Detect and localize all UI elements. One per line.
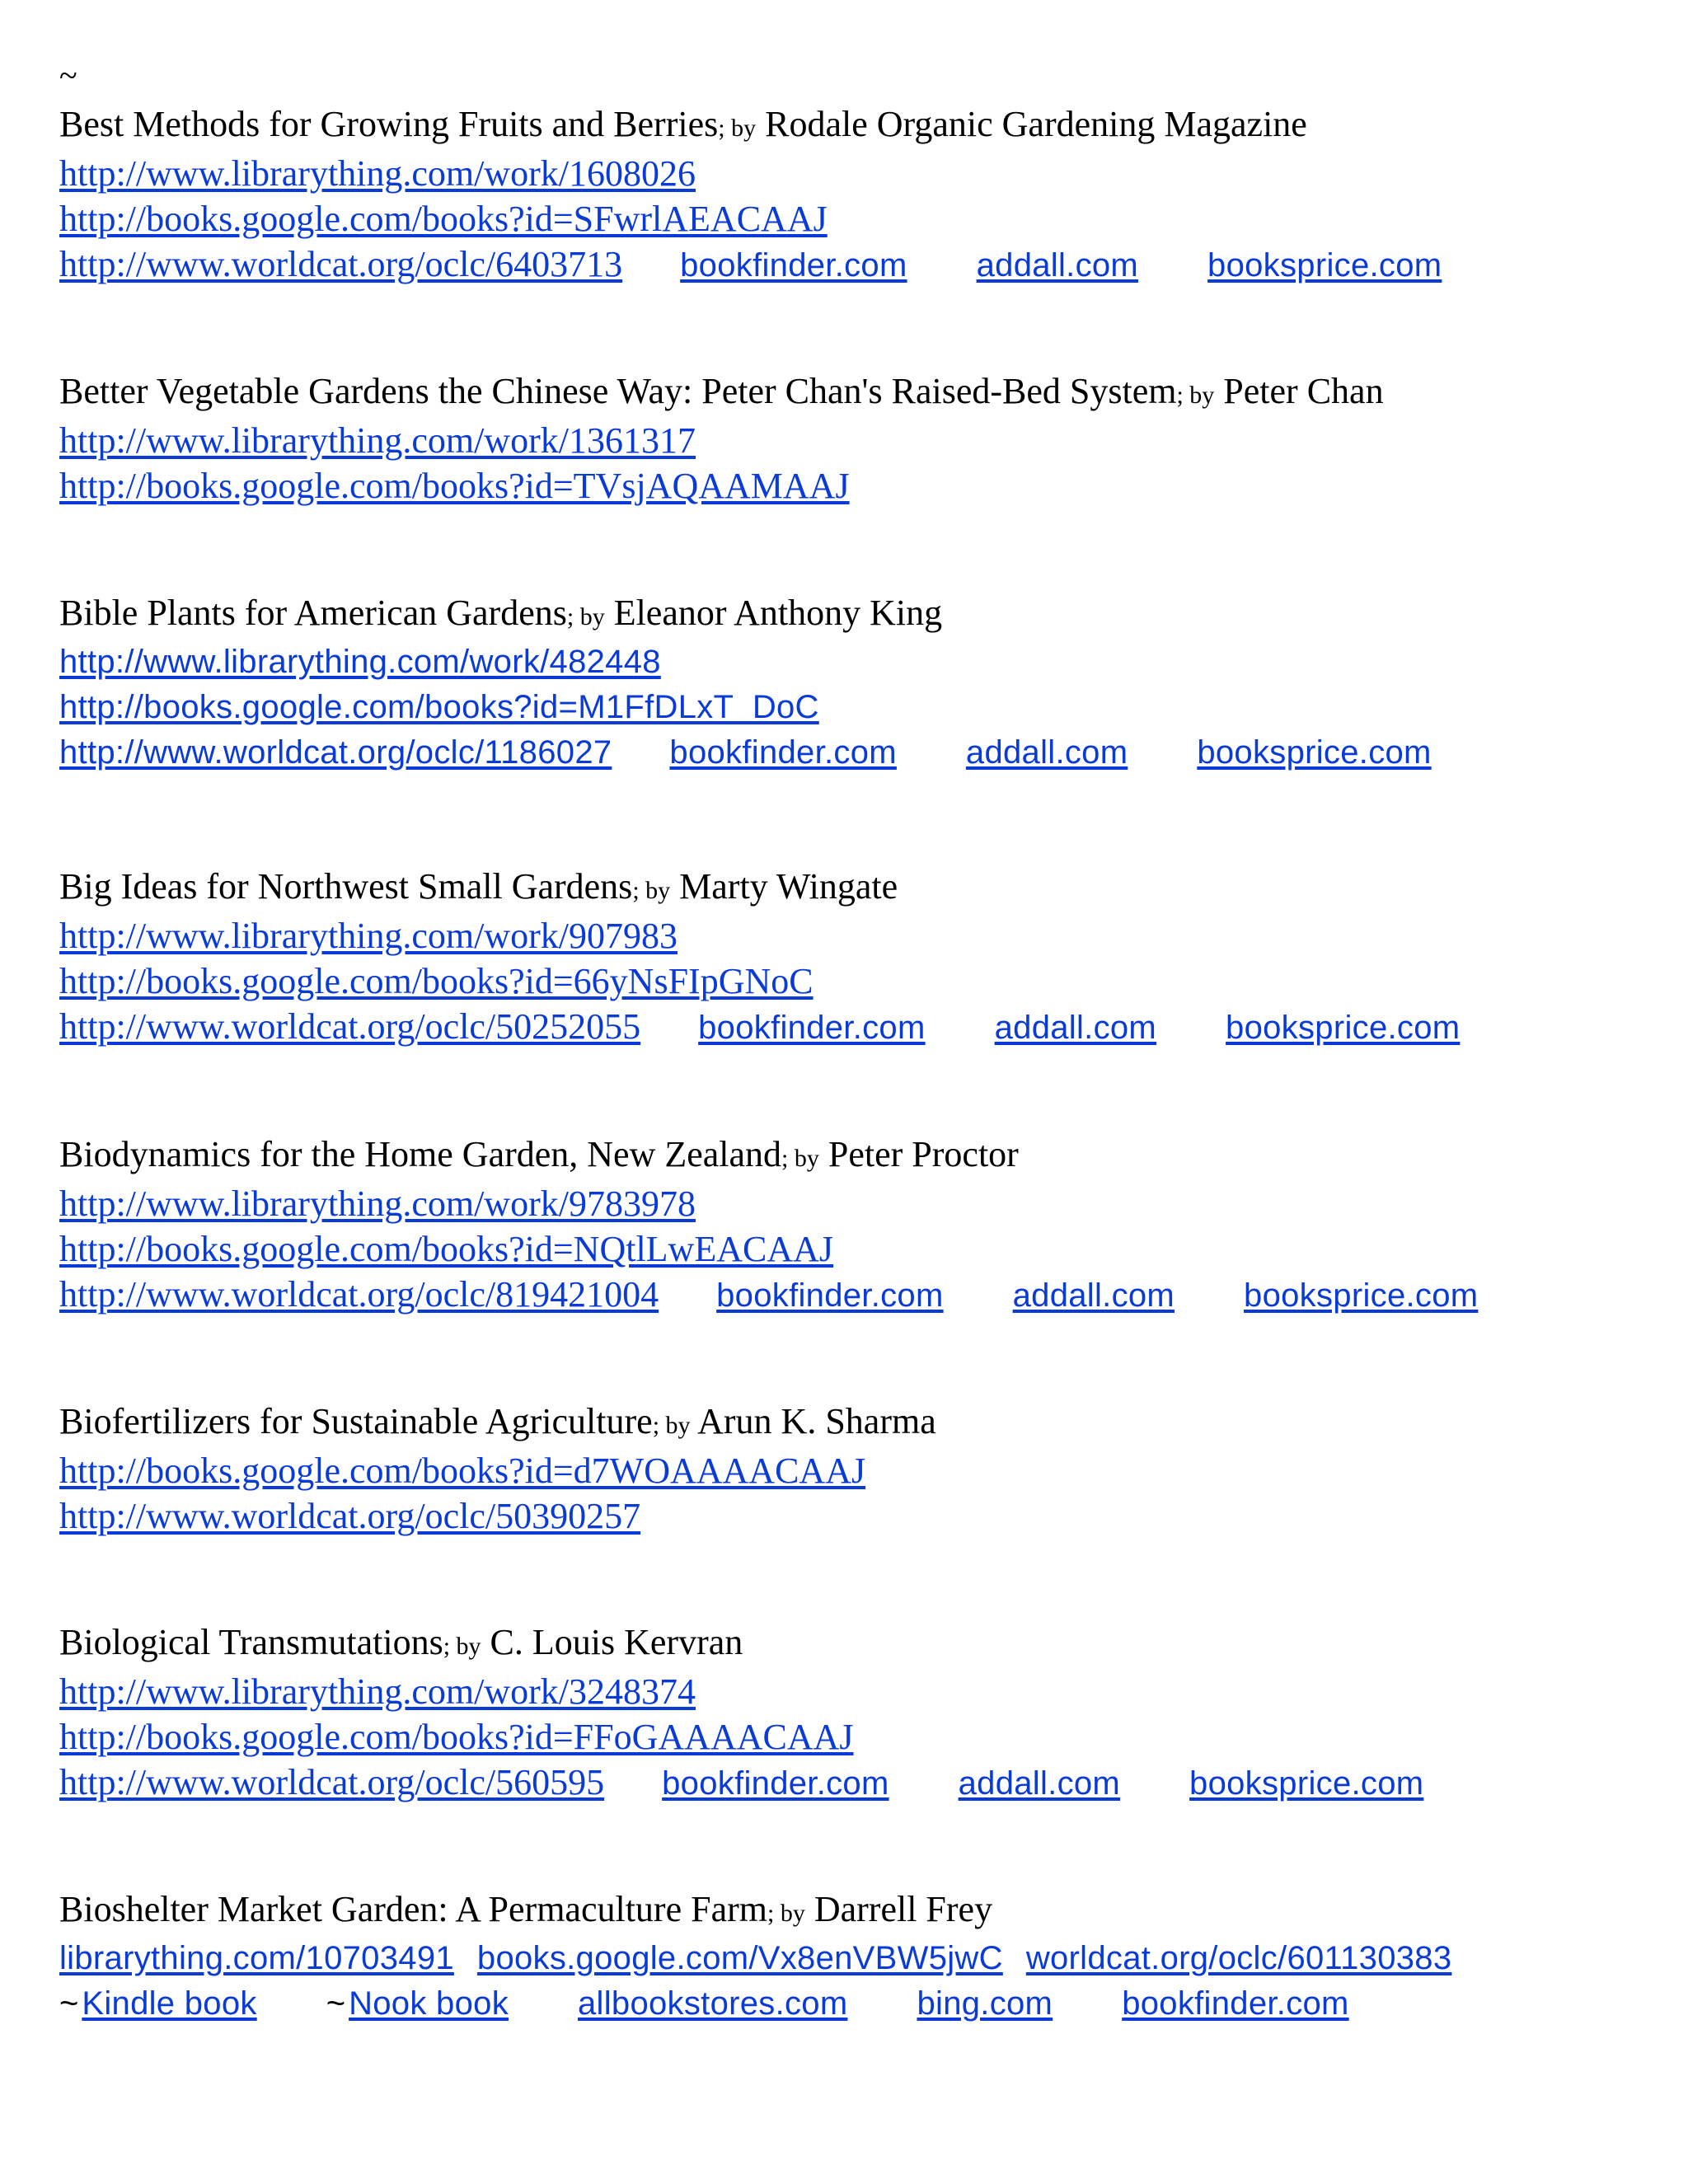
google-books-link[interactable]: http://books.google.com/books?id=66yNsFIpGNoC (59, 961, 814, 1001)
by-label: ; by (652, 1412, 691, 1439)
allbookstores-link[interactable]: allbookstores.com (578, 1985, 848, 2022)
google-books-link[interactable]: http://books.google.com/books?id=TVsjAQAAMAAJ (59, 466, 850, 506)
book-entry (59, 369, 1675, 509)
book-title: Better Vegetable Gardens the Chinese Way: Peter Chan's Raised-Bed System (59, 371, 1177, 411)
book-entry (59, 1620, 1675, 1805)
book-entry (59, 1887, 1675, 2027)
book-author: Marty Wingate (679, 866, 898, 907)
addall-link[interactable]: addall.com (1012, 1277, 1175, 1314)
book-entry (59, 102, 1675, 287)
bookfinder-link[interactable]: bookfinder.com (698, 1010, 926, 1046)
librarything-short-link[interactable]: librarything.com/10703491 (59, 1940, 454, 1976)
booksprice-link[interactable]: booksprice.com (1244, 1277, 1479, 1314)
page-tilde: ~ (59, 57, 77, 94)
book-title: Biofertilizers for Sustainable Agriculture (59, 1401, 653, 1441)
bookfinder-link[interactable]: bookfinder.com (669, 734, 897, 771)
google-books-link[interactable]: http://books.google.com/books?id=SFwrlAEACAAJ (59, 199, 828, 239)
book-author: Arun K. Sharma (697, 1401, 936, 1441)
booksprice-link[interactable]: booksprice.com (1197, 734, 1432, 771)
worldcat-link[interactable]: http://www.worldcat.org/oclc/560595 (59, 1762, 605, 1802)
booksprice-link[interactable]: booksprice.com (1207, 247, 1442, 284)
book-author: Rodale Organic Gardening Magazine (765, 104, 1307, 144)
book-title: Big Ideas for Northwest Small Gardens (59, 866, 633, 907)
by-label: ; by (632, 877, 671, 904)
worldcat-link[interactable]: http://www.worldcat.org/oclc/50390257 (59, 1496, 641, 1536)
book-author: Darrell Frey (814, 1889, 993, 1929)
google-books-link[interactable]: http://books.google.com/books?id=d7WOAAAACAAJ (59, 1451, 866, 1491)
addall-link[interactable]: addall.com (994, 1010, 1157, 1046)
nook-prefix: ~ (326, 1985, 346, 2022)
google-books-link[interactable]: http://books.google.com/books?id=FFoGAAAACAAJ (59, 1717, 854, 1757)
bookfinder-link[interactable]: bookfinder.com (1122, 1985, 1349, 2022)
google-books-short-link[interactable]: books.google.com/Vx8enVBW5jwC (476, 1940, 1003, 1976)
google-books-link[interactable]: http://books.google.com/books?id=NQtlLwEACAAJ (59, 1229, 833, 1269)
worldcat-link[interactable]: http://www.worldcat.org/oclc/50252055 (59, 1006, 641, 1047)
addall-link[interactable]: addall.com (965, 734, 1128, 771)
bookfinder-link[interactable]: bookfinder.com (662, 1765, 889, 1802)
addall-link[interactable]: addall.com (976, 247, 1139, 284)
book-title: Bioshelter Market Garden: A Permaculture Farm (59, 1889, 767, 1929)
book-title: Biological Transmutations (59, 1622, 443, 1662)
book-title: Biodynamics for the Home Garden, New Zealand (59, 1134, 782, 1174)
librarything-link[interactable]: http://www.librarything.com/work/1361317 (59, 420, 696, 461)
document-page (59, 57, 1675, 2022)
book-author: C. Louis Kervran (490, 1622, 743, 1662)
librarything-link[interactable]: http://www.librarything.com/work/3248374 (59, 1671, 696, 1712)
librarything-link[interactable]: http://www.librarything.com/work/1608026 (59, 153, 696, 194)
by-label: ; by (566, 603, 605, 630)
by-label: ; by (1176, 382, 1215, 409)
booksprice-link[interactable]: booksprice.com (1226, 1010, 1461, 1046)
book-author: Peter Proctor (828, 1134, 1019, 1174)
book-entry (59, 865, 1675, 1049)
book-title: Bible Plants for American Gardens (59, 593, 567, 633)
by-label: ; by (718, 115, 757, 142)
kindle-prefix: ~ (59, 1985, 79, 2022)
google-books-link[interactable]: http://books.google.com/books?id=M1FfDLxT_DoC (59, 689, 819, 725)
librarything-link[interactable]: http://www.librarything.com/work/9783978 (59, 1183, 696, 1224)
worldcat-short-link[interactable]: worldcat.org/oclc/601130383 (1025, 1940, 1452, 1976)
worldcat-link[interactable]: http://www.worldcat.org/oclc/819421004 (59, 1274, 659, 1315)
bing-link[interactable]: bing.com (917, 1985, 1053, 2022)
book-title: Best Methods for Growing Fruits and Berries (59, 104, 719, 144)
booksprice-link[interactable]: booksprice.com (1189, 1765, 1424, 1802)
worldcat-link[interactable]: http://www.worldcat.org/oclc/1186027 (59, 734, 612, 771)
by-label: ; by (443, 1633, 481, 1660)
librarything-link[interactable]: http://www.librarything.com/work/482448 (59, 644, 661, 680)
book-author: Peter Chan (1223, 371, 1384, 411)
bookfinder-link[interactable]: bookfinder.com (716, 1277, 944, 1314)
bookfinder-link[interactable]: bookfinder.com (680, 247, 907, 284)
addall-link[interactable]: addall.com (958, 1765, 1121, 1802)
by-label: ; by (767, 1900, 805, 1927)
book-author: Eleanor Anthony King (613, 593, 943, 633)
book-entry (59, 591, 1675, 776)
librarything-link[interactable]: http://www.librarything.com/work/907983 (59, 916, 678, 956)
nook-book-link[interactable]: Nook book (349, 1985, 509, 2022)
kindle-book-link[interactable]: Kindle book (82, 1985, 257, 2022)
book-entry (59, 1399, 1675, 1539)
by-label: ; by (781, 1145, 819, 1172)
worldcat-link[interactable]: http://www.worldcat.org/oclc/6403713 (59, 244, 623, 284)
book-entry (59, 1132, 1675, 1317)
